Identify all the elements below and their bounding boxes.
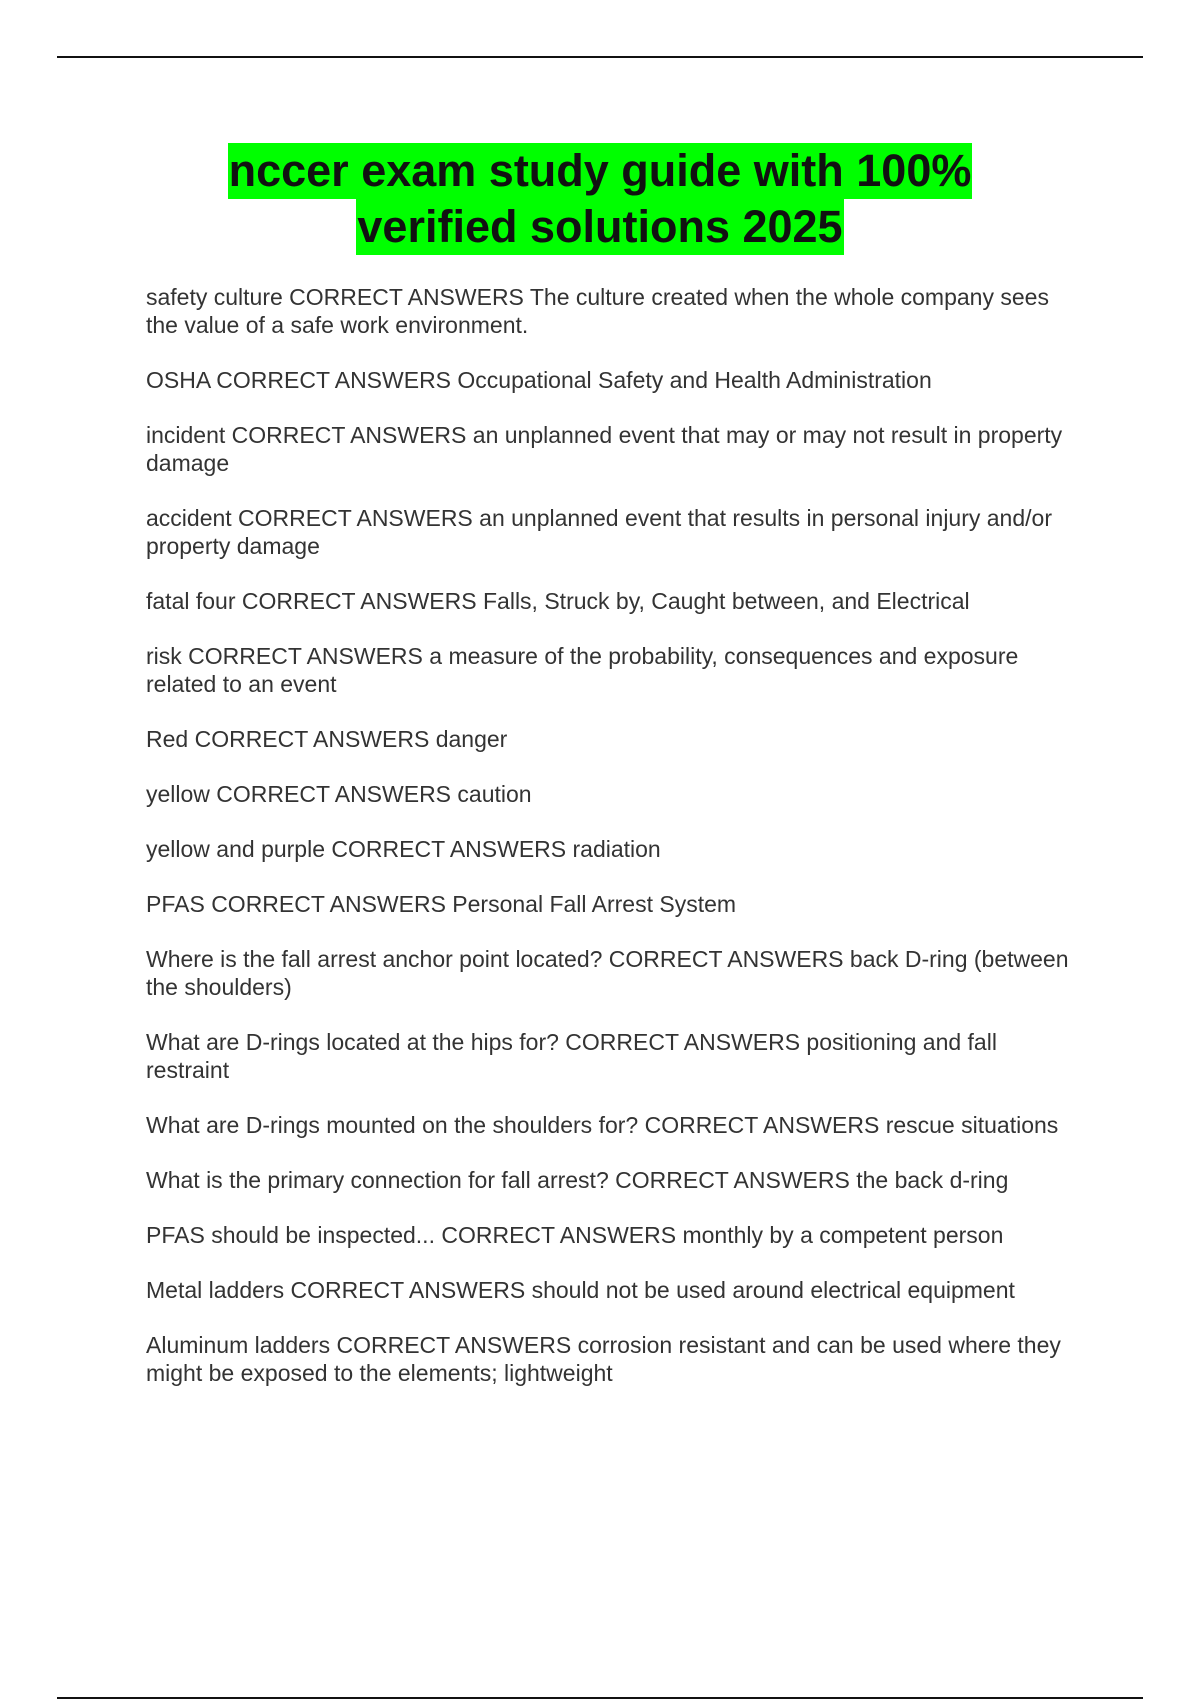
entry-incident: incident CORRECT ANSWERS an unplanned event that may or may not result in property damage xyxy=(146,422,1063,476)
entry-osha: OSHA CORRECT ANSWERS Occupational Safety and Health Administration xyxy=(146,367,932,393)
entry-safety-culture: safety culture CORRECT ANSWERS The culture created when the whole company sees the value of a safe work environment. xyxy=(146,284,1049,338)
entry-metal-ladders: Metal ladders CORRECT ANSWERS should not be used around electrical equipment xyxy=(146,1277,1015,1303)
entry-yellow-purple: yellow and purple CORRECT ANSWERS radiation xyxy=(146,836,661,862)
entry-accident: accident CORRECT ANSWERS an unplanned event that results in personal injury and/or property damage xyxy=(146,505,1052,559)
title-line-1: nccer exam study guide with 100% xyxy=(228,143,973,199)
entry-anchor-point: Where is the fall arrest anchor point located? CORRECT ANSWERS back D-ring (between the shoulders) xyxy=(146,946,1069,1000)
entry-pfas: PFAS CORRECT ANSWERS Personal Fall Arrest System xyxy=(146,891,737,917)
entry-red: Red CORRECT ANSWERS danger xyxy=(146,726,508,752)
entry-risk: risk CORRECT ANSWERS a measure of the probability, consequences and exposure related to an event xyxy=(146,643,1019,697)
header-rule xyxy=(57,56,1143,58)
entry-pfas-inspection: PFAS should be inspected... CORRECT ANSWERS monthly by a competent person xyxy=(146,1222,1004,1248)
entry-hip-d-rings: What are D-rings located at the hips for? CORRECT ANSWERS positioning and fall restraint xyxy=(146,1029,997,1083)
entry-aluminum-ladders: Aluminum ladders CORRECT ANSWERS corrosion resistant and can be used where they might be exposed to the elements; lightweight xyxy=(146,1332,1061,1386)
entry-shoulder-d-rings: What are D-rings mounted on the shoulders for? CORRECT ANSWERS rescue situations xyxy=(146,1112,1059,1138)
entry-fatal-four: fatal four CORRECT ANSWERS Falls, Struck by, Caught between, and Electrical xyxy=(146,588,970,614)
footer-rule xyxy=(57,1697,1143,1699)
document-title xyxy=(60,143,1140,255)
entry-yellow: yellow CORRECT ANSWERS caution xyxy=(146,781,532,807)
study-entries xyxy=(146,283,1086,1414)
entry-primary-connection: What is the primary connection for fall arrest? CORRECT ANSWERS the back d-ring xyxy=(146,1167,1009,1193)
title-line-2: verified solutions 2025 xyxy=(356,199,843,255)
